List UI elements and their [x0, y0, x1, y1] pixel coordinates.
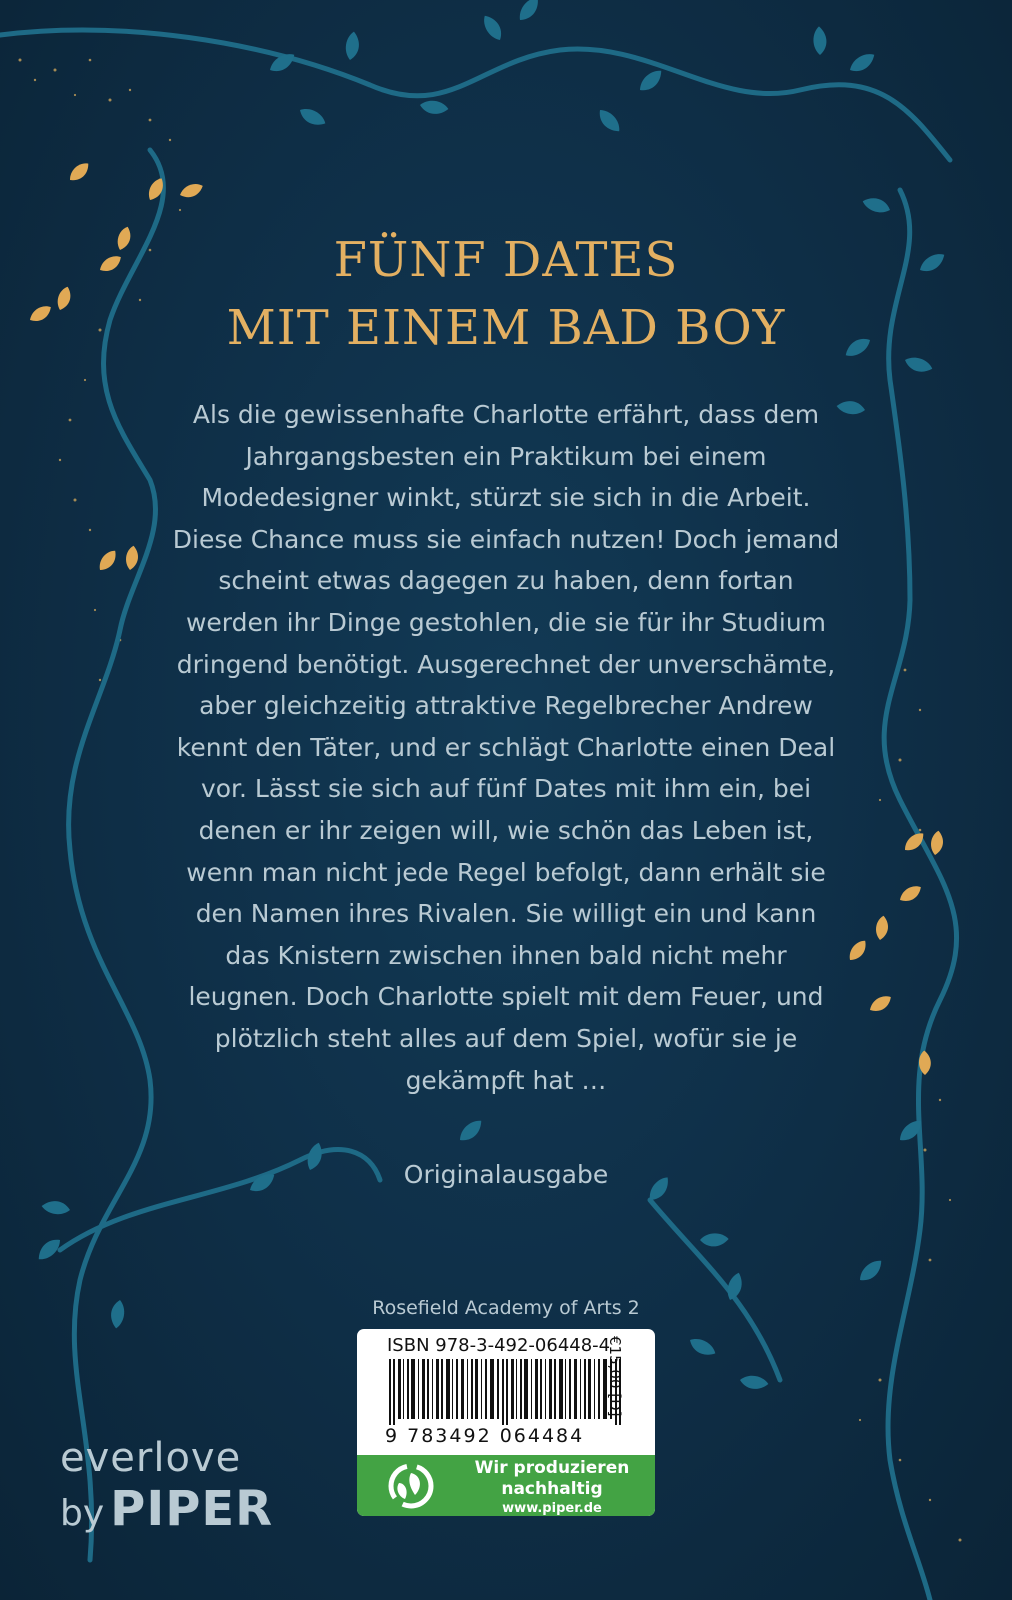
sustainability-badge	[357, 1455, 655, 1516]
title-line-2: MIT EINEM BAD BOY	[226, 300, 786, 356]
publisher-name: PIPER	[110, 1481, 274, 1537]
title-line-1: FÜNF DATES	[333, 232, 679, 288]
series-label: Rosefield Academy of Arts 2	[372, 1297, 640, 1319]
isbn-text: ISBN 978-3-492-06448-4	[387, 1335, 611, 1356]
publisher-url: www.piper.de	[502, 1501, 602, 1516]
barcode-number: 9 783492 064484	[385, 1425, 585, 1447]
publisher-logo	[60, 1435, 274, 1537]
recycle-leaf-icon	[379, 1461, 443, 1511]
price-label: €15,00 [D]	[606, 1336, 624, 1417]
blurb-text: Als die gewissenhafte Charlotte erfährt, dass dem Jahrgangsbesten ein Praktikum bei einem Modedesigner winkt, stürzt sie sich in die Arbeit. Diese Chance muss sie einfach nutzen! Doch jemand scheint etwas dagegen zu haben, denn fortan werden ihr Dinge gestohlen, die sie für ihr Studium dringend benötigt. Ausgerechnet der unverschämte, aber gleichzeitig attraktive Regelbrecher Andrew kennt den Täter, und er schlägt Charlotte einen Deal vor. Lässt sie sich auf fünf Dates mit ihm ein, bei denen er ihr zeigen will, wie schön das Leben ist, wenn man nicht jede Regel befolgt, dann erhält sie den Namen ihres Rivalen. Sie willigt ein und kann das Knistern zwischen ihnen bald nicht mehr leugnen. Doch Charlotte spielt mit dem Feuer, und plötzlich steht alles auf dem Spiel, wofür sie je gekämpft hat …	[172, 400, 840, 1095]
badge-line-1: Wir produzieren	[474, 1458, 630, 1478]
imprint-name: everlove	[60, 1435, 242, 1481]
barcode-graphic	[389, 1359, 623, 1425]
logo-by: by	[60, 1493, 105, 1534]
edition-label: Originalausgabe	[403, 1160, 609, 1189]
badge-line-2: nachhaltig	[501, 1479, 603, 1499]
